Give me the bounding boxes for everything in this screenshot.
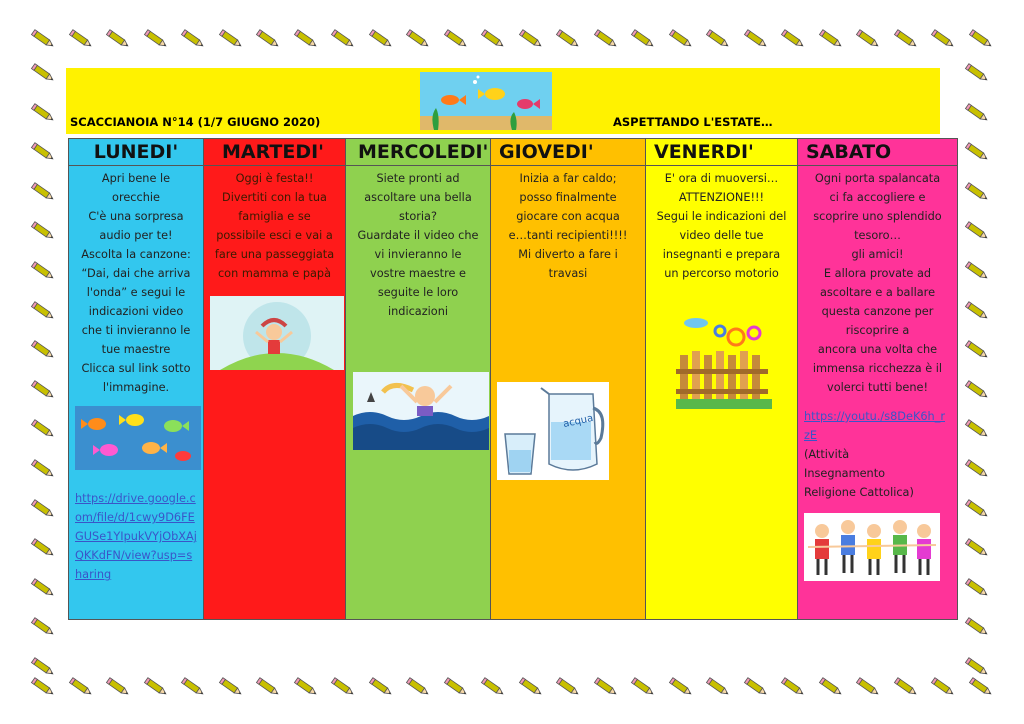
pencil-icon: [630, 26, 656, 52]
pencil-icon: [964, 298, 990, 324]
mercoledi-text-line: seguite le loro: [377, 286, 459, 299]
pencil-icon: [630, 674, 656, 700]
pencil-border-right: [964, 60, 994, 680]
pencil-icon: [105, 674, 131, 700]
pencil-icon: [964, 575, 990, 601]
pencil-icon: [405, 26, 431, 52]
venerdi-text: [646, 166, 797, 286]
martedi-text-line: possibile esci e vai a: [216, 229, 333, 242]
mercoledi-text-line: Guardate il video che: [357, 229, 479, 242]
sabato-text-line: ancora una volta che: [817, 343, 938, 356]
pencil-icon: [30, 179, 56, 205]
sabato-note: [804, 445, 950, 502]
fish-image: [75, 406, 201, 470]
day-heading-sabato: SABATO: [798, 139, 957, 166]
pencil-icon: [964, 496, 990, 522]
pencil-icon: [143, 26, 169, 52]
lunedi-text-line: Clicca sul link sotto: [81, 362, 191, 375]
giovedi-text-line: giocare con acqua: [516, 210, 620, 223]
pencil-icon: [964, 179, 990, 205]
pencil-icon: [218, 26, 244, 52]
martedi-text-line: fare una passeggiata: [214, 248, 335, 261]
pencil-icon: [30, 139, 56, 165]
pencil-border-top: [30, 26, 994, 52]
venerdi-text-line: insegnanti e prepara: [662, 248, 781, 261]
mercoledi-text-line: indicazioni: [387, 305, 449, 318]
pencil-icon: [30, 654, 56, 680]
sabato-note-line: Insegnamento: [804, 467, 886, 480]
pencil-icon: [964, 614, 990, 640]
pencil-icon: [930, 26, 956, 52]
garden-fence-image: [676, 311, 772, 409]
day-heading-mercoledi: MERCOLEDI': [346, 139, 490, 166]
day-heading-giovedi: GIOVEDI': [491, 139, 645, 166]
mercoledi-text-line: ascoltare una bella: [364, 191, 472, 204]
pencil-icon: [968, 26, 994, 52]
pencil-icon: [68, 26, 94, 52]
lunedi-text-line: l'onda” e segui le: [86, 286, 186, 299]
pencil-icon: [330, 674, 356, 700]
pencil-icon: [593, 674, 619, 700]
lunedi-text-line: Ascolta la canzone:: [81, 248, 191, 261]
martedi-text-line: Oggi è festa!!: [235, 172, 314, 185]
water-jar-image: [497, 382, 609, 480]
weekly-schedule: [68, 138, 958, 620]
pencil-icon: [964, 535, 990, 561]
day-heading-venerdi: VENERDI': [646, 139, 797, 166]
venerdi-text-line: video delle tue: [679, 229, 764, 242]
pencil-icon: [818, 26, 844, 52]
pencil-icon: [30, 377, 56, 403]
pencil-icon: [964, 139, 990, 165]
lunedi-text: [69, 166, 203, 400]
mercoledi-text-line: vi invieranno le: [374, 248, 462, 261]
pencil-icon: [368, 674, 394, 700]
pencil-icon: [555, 26, 581, 52]
mercoledi-text-line: vostre maestre e: [370, 267, 466, 280]
pencil-icon: [964, 60, 990, 86]
lunedi-text-line: “Dai, dai che arriva: [81, 267, 191, 280]
venerdi-text-line: un percorso motorio: [664, 267, 779, 280]
sabato-text-line: ascoltare e a ballare: [819, 286, 936, 299]
pencil-icon: [705, 674, 731, 700]
lunedi-text-line: che ti invieranno le: [81, 324, 191, 337]
martedi-text-line: con mamma e papà: [217, 267, 332, 280]
pencil-icon: [964, 416, 990, 442]
column-mercoledi: [346, 139, 491, 619]
lunedi-text-line: tue maestre: [101, 343, 171, 356]
pencil-icon: [368, 26, 394, 52]
pencil-icon: [780, 674, 806, 700]
pencil-icon: [30, 298, 56, 324]
pencil-icon: [443, 674, 469, 700]
sabato-text-line: E allora provate ad: [823, 267, 932, 280]
venerdi-text-line: Segui le indicazioni del: [656, 210, 787, 223]
pencil-icon: [30, 337, 56, 363]
giovedi-text: [491, 166, 645, 286]
lunedi-text-line: audio per te!: [99, 229, 173, 242]
sabato-note-line: (Attività: [804, 448, 850, 461]
children-holding-hands-image: [804, 513, 940, 581]
pencil-border-left: [30, 60, 60, 680]
pencil-icon: [593, 26, 619, 52]
giovedi-text-line: Inizia a far caldo;: [519, 172, 617, 185]
column-sabato: [798, 139, 957, 619]
lunedi-text-line: C'è una sorpresa: [88, 210, 184, 223]
pencil-icon: [30, 258, 56, 284]
sabato-text: [798, 166, 957, 400]
pencil-icon: [964, 218, 990, 244]
newsletter-title: SCACCIANOIA N°14 (1/7 GIUGNO 2020): [70, 115, 321, 129]
pencil-icon: [964, 377, 990, 403]
mercoledi-text: [346, 166, 490, 324]
newsletter-subtitle: ASPETTANDO L'ESTATE…: [613, 115, 773, 129]
pencil-icon: [30, 218, 56, 244]
lunedi-drive-link[interactable]: https://drive.google.com/file/d/1cwy9D6FEGUSe1YIpukVYjObXAjQKKdFN/view?usp=sharing: [75, 492, 197, 581]
sabato-text-line: riscoprire a: [845, 324, 910, 337]
sabato-text-line: immensa ricchezza è il: [812, 362, 943, 375]
pencil-icon: [30, 614, 56, 640]
pencil-icon: [105, 26, 131, 52]
pencil-icon: [30, 535, 56, 561]
pencil-icon: [964, 258, 990, 284]
jar-label: acqua: [562, 412, 595, 431]
giovedi-text-line: e…tanti recipienti!!!!: [508, 229, 628, 242]
sabato-text-line: questa canzone per: [821, 305, 934, 318]
sabato-text-line: gli amici!: [851, 248, 904, 261]
martedi-text-line: famiglia e se: [238, 210, 311, 223]
pencil-icon: [180, 26, 206, 52]
sabato-text-line: volerci tutti bene!: [827, 381, 928, 394]
pencil-icon: [30, 26, 56, 52]
venerdi-text-line: ATTENZIONE!!!: [678, 191, 765, 204]
sabato-youtube-link[interactable]: https://youtu./s8DeK6h_rzE: [804, 410, 946, 442]
pencil-icon: [180, 674, 206, 700]
column-martedi: [204, 139, 346, 619]
pencil-icon: [818, 674, 844, 700]
mercoledi-text-line: storia?: [399, 210, 437, 223]
pencil-icon: [443, 26, 469, 52]
pencil-icon: [893, 674, 919, 700]
column-giovedi: [491, 139, 646, 619]
sabato-note-line: Religione Cattolica): [804, 486, 914, 499]
pencil-icon: [964, 337, 990, 363]
lunedi-text-line: orecchie: [112, 191, 160, 204]
title-banner: [66, 68, 940, 134]
day-heading-lunedi: LUNEDI': [69, 139, 203, 166]
pencil-icon: [293, 26, 319, 52]
sabato-text-line: Ogni porta spalancata: [814, 172, 941, 185]
pencil-icon: [30, 575, 56, 601]
pencil-icon: [30, 60, 56, 86]
pencil-icon: [964, 100, 990, 126]
lunedi-text-line: Apri bene le: [101, 172, 171, 185]
pencil-icon: [668, 26, 694, 52]
pencil-icon: [555, 674, 581, 700]
sabato-text-line: ci fa accogliere e: [829, 191, 926, 204]
pencil-icon: [518, 674, 544, 700]
giovedi-text-line: Mi diverto a fare i: [518, 248, 618, 261]
girl-swimming-image: [353, 372, 489, 450]
pencil-icon: [218, 674, 244, 700]
pencil-icon: [780, 26, 806, 52]
pencil-icon: [964, 654, 990, 680]
day-heading-martedi: MARTEDI': [204, 139, 345, 166]
pencil-icon: [255, 26, 281, 52]
pencil-icon: [855, 26, 881, 52]
pencil-icon: [743, 674, 769, 700]
pencil-icon: [893, 26, 919, 52]
pencil-icon: [930, 674, 956, 700]
column-lunedi: [69, 139, 204, 619]
pencil-icon: [30, 100, 56, 126]
pencil-icon: [330, 26, 356, 52]
pencil-icon: [743, 26, 769, 52]
pencil-icon: [293, 674, 319, 700]
pencil-icon: [480, 26, 506, 52]
pencil-icon: [30, 456, 56, 482]
aquarium-image: [420, 72, 552, 130]
column-venerdi: [646, 139, 798, 619]
child-in-meadow-image: [210, 296, 344, 370]
pencil-icon: [30, 496, 56, 522]
lunedi-text-line: l'immagine.: [102, 381, 170, 394]
venerdi-text-line: E' ora di muoversi…: [664, 172, 779, 185]
martedi-text-line: Divertiti con la tua: [222, 191, 327, 204]
sabato-text-line: scoprire uno splendido: [813, 210, 942, 223]
pencil-icon: [518, 26, 544, 52]
pencil-icon: [964, 456, 990, 482]
mercoledi-text-line: Siete pronti ad: [376, 172, 460, 185]
pencil-icon: [405, 674, 431, 700]
pencil-icon: [30, 416, 56, 442]
pencil-icon: [480, 674, 506, 700]
lunedi-text-line: indicazioni video: [88, 305, 184, 318]
pencil-icon: [855, 674, 881, 700]
pencil-icon: [68, 674, 94, 700]
pencil-icon: [668, 674, 694, 700]
giovedi-text-line: travasi: [548, 267, 588, 280]
pencil-border-bottom: [30, 674, 994, 700]
pencil-icon: [255, 674, 281, 700]
sabato-text-line: tesoro…: [854, 229, 901, 242]
pencil-icon: [143, 674, 169, 700]
pencil-icon: [705, 26, 731, 52]
giovedi-text-line: posso finalmente: [519, 191, 617, 204]
martedi-text: [204, 166, 345, 286]
